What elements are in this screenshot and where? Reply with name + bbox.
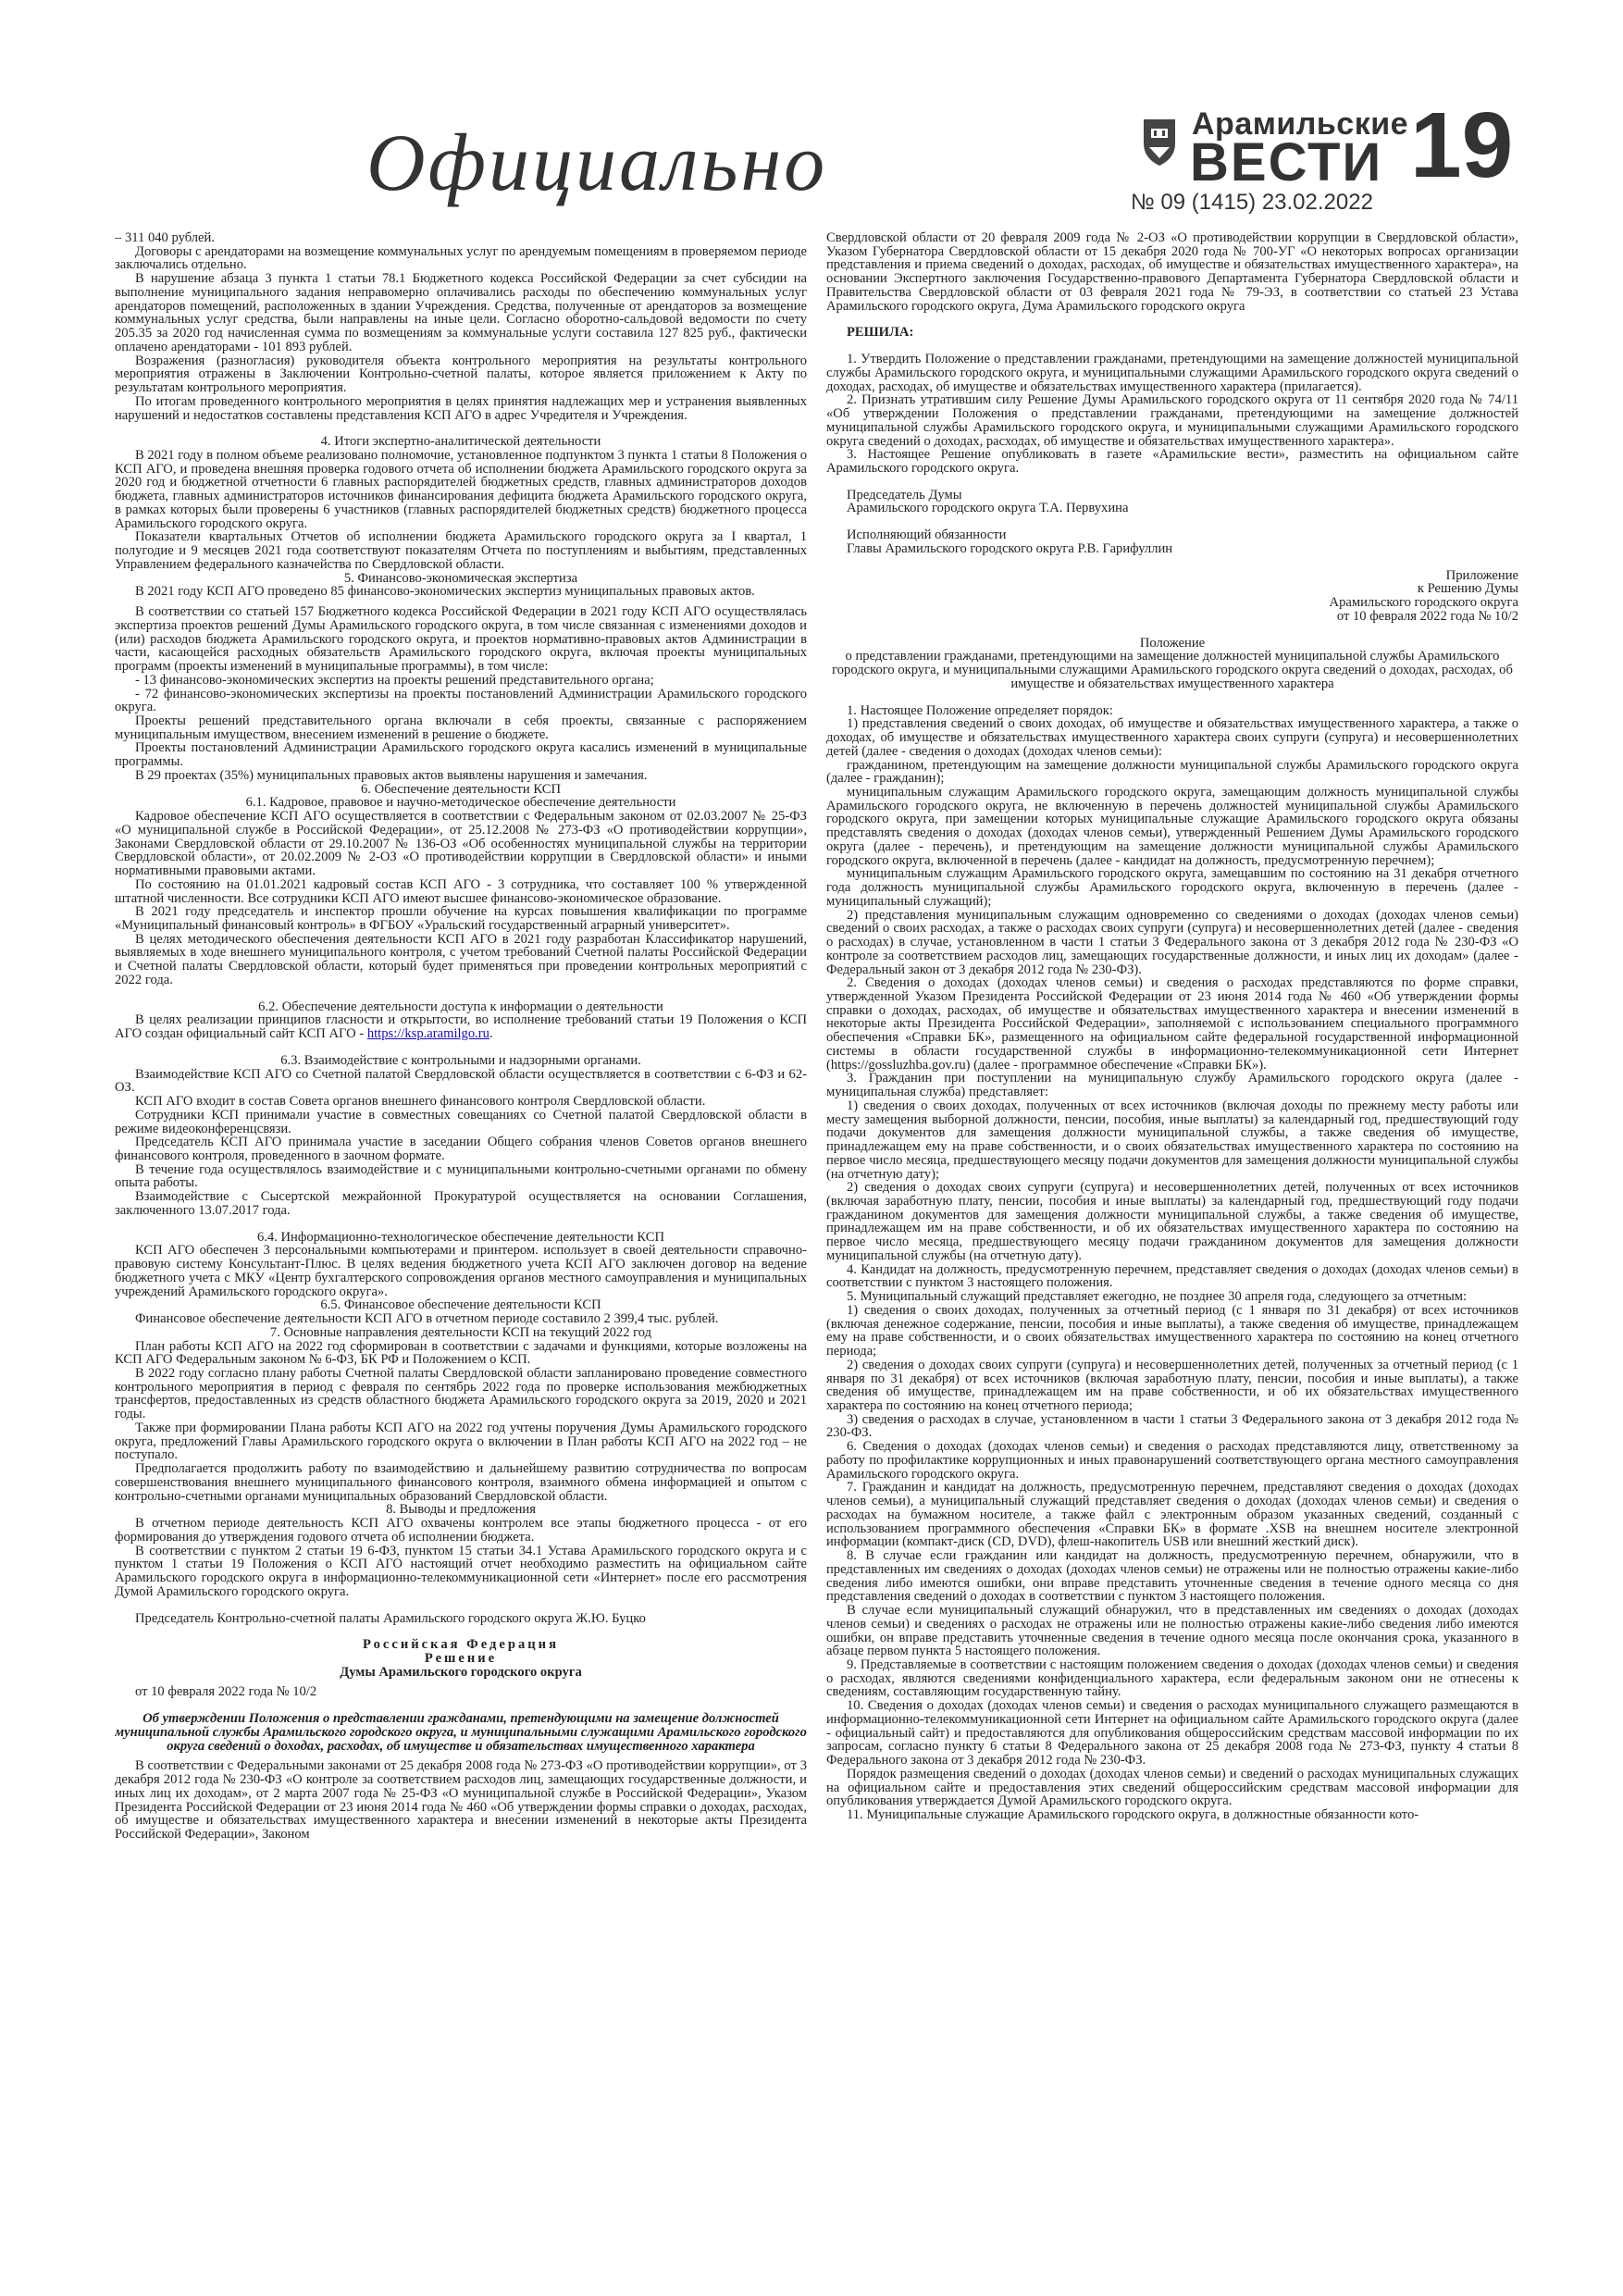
page-number: 19 bbox=[1410, 93, 1514, 197]
paragraph: В 2021 году председатель и инспектор прошли обучение на курсах повышения квалификации по программе «Муниципальный финансовый контроль» в ФГБОУ «Уральский государственный аграрный университет». bbox=[115, 904, 807, 933]
paragraph: 1) сведения о своих доходах, полученных от всех источников (включая доходы по прежнему месту работы или месту замещения выборной должности, пенсии, пособия, иные выплаты) за календарный год, предшествующий году подачи документов для замещения должности муниципальной службы, а также сведения об имуществе, принадлежащем ему на праве собственности, и о своих обязательствах имущественного характера по состоянию на первое число месяца, предшествующего месяцу подачи документов для замещения должности муниципальной службы (на отчетную дату); bbox=[826, 1098, 1518, 1182]
paragraph: Свердловской области от 20 февраля 2009 года № 2-ОЗ «О противодействии коррупции в Свердловской области», Указом Губернатора Свердловской области от 15 декабря 2020 года № 700-УГ «О некоторых вопросах организации представления и приема сведений о доходах, расходах, об имуществе и обязательствах имущественного характера», на основании Экспертного заключения Государственно-правового Департамента Губернатора Свердловской области и Правительства Свердловской области от 03 февраля 2021 года № 79-ЭЗ, в соответствии со статьей 23 Устава Арамильского городского округа, Дума Арамильского городского округа bbox=[826, 231, 1518, 314]
paragraph: - 13 финансово-экономических экспертиз на проекты решений представительного органа; bbox=[135, 672, 654, 688]
section-heading: 6. Обеспечение деятельности КСП bbox=[360, 781, 561, 797]
paragraph: КСП АГО входит в состав Совета органов внешнего финансового контроля Свердловской области. bbox=[135, 1094, 706, 1110]
masthead bbox=[115, 88, 1521, 227]
paragraph: – 311 040 рублей. bbox=[115, 231, 215, 245]
brand-vesti: ВЕСТИ bbox=[1190, 132, 1383, 192]
paragraph: Возражения (разногласия) руководителя объекта контрольного мероприятия на результаты контрольного мероприятия отражены в Заключении Контрольно-счетной палаты, которое является приложением к Акту по результатам контрольного мероприятия. bbox=[115, 353, 807, 396]
paragraph: В 2021 году в полном объеме реализовано полномочие, установленное подпунктом 3 пункта 1 статьи 8 Положения о КСП АГО, и проведена внешняя проверка годового отчета об исполнении бюджета Арамильского городского округа за 2020 год и бюджетной отчетности 6 главных распорядителей бюджетных средств, главных администраторов доходов бюджета, главных администраторов источников финансирования дефицита бюджета Арамильского городского округа, в рамках которых были проверены 6 участников (главных распорядителей бюджетных средств) бюджетного процесса Арамильского городского округа. bbox=[115, 448, 807, 531]
paragraph: Председатель КСП АГО принимала участие в заседании Общего собрания членов Советов органов внешнего финансового контроля, проведенного в заочном формате. bbox=[115, 1135, 807, 1163]
signature: Председатель Контрольно-счетной палаты Арамильского городского округа Ж.Ю. Буцко bbox=[135, 1610, 646, 1626]
subsection-heading: 6.3. Взаимодействие с контрольными и надзорными органами. bbox=[280, 1052, 641, 1068]
paragraph: - 72 финансово-экономических экспертизы на проекты постановлений Администрации Арамильского городского округа. bbox=[115, 686, 807, 715]
paragraph: 2) сведения о доходах своих супруги (супруга) и несовершеннолетних детей, полученных от всех источников (включая заработную плату, пенсии, пособия и иные выплаты) за календарный год, предшествующий году подачи гражданином документов для замещения должности муниципальной службы, а также сведения об имуществе, принадлежащем им на праве собственности, и об их обязательствах имущественного характера по состоянию на первое число месяца, предшествующего месяцу подачи гражданином документов для замещения должности муниципальной службы (на отчетную дату). bbox=[826, 1180, 1518, 1263]
appendix-label: Арамильского городского округа bbox=[1329, 595, 1518, 611]
paragraph: Кадровое обеспечение КСП АГО осуществляется в соответствии с Федеральным законом от 02.03.2007 № 25-ФЗ «О муниципальной службе в Российской Федерации», от 25.12.2008 № 273-ФЗ «О противодействии коррупции», Законами Свердловской области от 29.10.2007 № 136-ОЗ «Об особенностях муниципальной службы на территории Свердловской области», от 20.02.2009 № 2-ОЗ «О противодействии коррупции в Свердловской области» и иными нормативными правовыми актами. bbox=[115, 809, 807, 879]
signature-name: Арамильского городского округа Т.А. Первухина bbox=[847, 501, 1129, 516]
appendix-label: к Решению Думы bbox=[1417, 581, 1518, 597]
paragraph: По итогам проведенного контрольного мероприятия в целях принятия надлежащих мер и устранения выявленных нарушений и недостатков составлены представления КСП АГО в адрес Учредителя и Учреждения. bbox=[115, 393, 807, 423]
paragraph: Взаимодействие с Сысертской межрайонной Прокуратурой осуществляется на основании Соглашения, заключенного 13.07.2017 года. bbox=[115, 1189, 807, 1218]
paragraph: В случае если муниципальный служащий обнаружил, что в представленных им сведениях о доходах (доходах членов семьи) и сведениях о расходах не отражены или не полностью отражены какие-либо сведения либо имеются ошибки, он вправе представить уточненные сведения в течение одного месяца после окончания срока, указанного в абзаце первом пункта 5 настоящего положения. bbox=[826, 1603, 1518, 1659]
paragraph: 2) сведения о доходах своих супруги (супруга) и несовершеннолетних детей, полученных за отчетный период (с 1 января по 31 декабря) от всех источников (включая заработную плату, пенсии, пособия и иные выплаты), а также сведения об имуществе, принадлежащем им на праве собственности, и об их обязательствах имущественного характера по состоянию на конец отчетного периода; bbox=[826, 1357, 1518, 1414]
subsection-heading: 6.4. Информационно-технологическое обеспечение деятельности КСП bbox=[256, 1229, 665, 1245]
paragraph: В соответствии с Федеральными законами от 25 декабря 2008 года № 273-ФЗ «О противодействии коррупции», от 3 декабря 2012 года № 230-ФЗ «О контроле за соответствием расходов лиц, замещающих государственные должности, и иных лиц их доходам», от 2 марта 2007 года № 25-ФЗ «О муниципальной службе в Российской Федерации», Указом Президента Российской Федерации от 23 июня 2014 года № 460 «Об утверждении формы справки о доходах, расходах, об имуществе и обязательствах имущественного характера и внесении изменений в некоторые акты Президента Российской Федерации», Законом bbox=[115, 1758, 807, 1843]
subsection-heading: 6.5. Финансовое обеспечение деятельности КСП bbox=[320, 1297, 601, 1313]
paragraph: 1. Настоящее Положение определяет порядок: bbox=[847, 702, 1113, 718]
paragraph: 6. Сведения о доходах (доходах членов семьи) и сведения о расходах представляются лицу, ответственному за работу по профилактике коррупционных и иных правонарушений соответствующего органа местного самоуправления Арамильского городского округа. bbox=[826, 1439, 1518, 1482]
paragraph: Предполагается продолжить работу по взаимодействию и дальнейшему развитию сотрудничества по вопросам совершенствования внешнего муниципального финансового контроля, взаимного обмена информацией и опытом с контрольно-счетными органами муниципальных образований Свердловской области. bbox=[115, 1461, 807, 1504]
paragraph: 4. Кандидат на должность, предусмотренную перечнем, представляет сведения о доходах (доходах членов семьи) в соответствии с пунктом 3 настоящего положения. bbox=[826, 1261, 1518, 1291]
paragraph-end: . bbox=[489, 1026, 493, 1042]
paragraph: КСП АГО обеспечен 3 персональными компьютерами и принтером. использует в своей деятельности справочно-правовую систему Консультант-Плюс. В целях ведения бюджетного учета КСП АГО заключен договор на ведение бюджетного учета с МКУ «Центр бухгалтерского сопровождения органов местного самоуправления и муниципальных учреждений Арамильского городского округа». bbox=[115, 1243, 807, 1299]
paragraph: В 2022 году согласно плану работы Счетной палаты Свердловской области запланировано проведение совместного контрольного мероприятия в период с февраля по сентябрь 2022 года по проверке использования межбюджетных трансфертов, предоставленных из средств областного бюджета Арамильского городского округа за 2019, 2020 и 2021 годы. bbox=[115, 1366, 807, 1422]
paragraph: 2) представления муниципальным служащим одновременно со сведениями о доходах (доходах членов семьи) сведений о своих расходах, а также о расходах своих супруги (супруга) и несовершеннолетних детей (далее - сведения о расходах) в случае, установленном в части 1 статьи 3 Федерального закона от 3 декабря 2012 года № 230-ФЗ «О контроле за соответствием расходов лиц, замещающих государственные должности, и иных лиц их доходам» (далее - Федеральный закон от 3 декабря 2012 года № 230-ФЗ). bbox=[826, 907, 1518, 977]
paragraph: Сотрудники КСП принимали участие в совместных совещаниях со Счетной палатой Свердловской области в режиме видеоконференцсвязи. bbox=[115, 1107, 807, 1136]
section-title: Официально bbox=[366, 118, 828, 208]
paragraph: муниципальным служащим Арамильского городского округа, замещавшим по состоянию на 31 декабря отчетного года должность муниципальной службы Арамильского городского округа, включенную в перечень (далее - муниципальный служащий); bbox=[826, 866, 1518, 909]
appendix-label: от 10 февраля 2022 года № 10/2 bbox=[1336, 608, 1518, 624]
document-date: от 10 февраля 2022 года № 10/2 bbox=[135, 1684, 317, 1700]
paragraph: В целях методического обеспечения деятельности КСП АГО в 2021 году разработан Классификатор нарушений, выявляемых в ходе внешнего муниципального контроля, с учетом требований Счетной палаты Российской Федерации и Счетной палаты Свердловской области, который будет применяться при проведении контрольных мероприятий с 2022 года. bbox=[115, 931, 807, 987]
regulation-subtitle: о представлении гражданами, претендующими на замещение должностей муниципальной службы Арамильского городского округа, и муниципальными служащими Арамильского городского округа сведений о доходах, расходах, об имуществе и обязательствах имущественного характера bbox=[832, 649, 1513, 691]
section-heading: 4. Итоги экспертно-аналитической деятельности bbox=[320, 434, 601, 450]
right-column bbox=[826, 231, 1518, 2249]
paragraph: В отчетном периоде деятельность КСП АГО охвачены контролем все этапы бюджетного процесса - от его формирования до утверждения годового отчета об исполнении бюджета. bbox=[115, 1516, 807, 1545]
paragraph: 9. Представляемые в соответствии с настоящим положением сведения о доходах (доходах членов семьи) и сведения о расходах, являются сведениями конфиденциального характера, если федеральным законом они не отнесены к сведениям, составляющим государственную тайну. bbox=[826, 1657, 1518, 1700]
appendix-label: Приложение bbox=[1445, 567, 1518, 583]
document-type: Решение bbox=[424, 1650, 498, 1666]
brand-name: Арамильские bbox=[1192, 106, 1409, 142]
paragraph: Проекты постановлений Администрации Арамильского городского округа касались изменений в муниципальные программы. bbox=[115, 740, 807, 770]
paragraph: 11. Муниципальные служащие Арамильского городского округа, в должностные обязанности кото- bbox=[847, 1807, 1419, 1823]
document-issuer: Думы Арамильского городского округа bbox=[340, 1664, 582, 1680]
paragraph: Также при формировании Плана работы КСП АГО на 2022 год учтены поручения Думы Арамильского городского округа, предложений Главы Арамильского городского округа о включении в План работы КСП АГО на 2022 год – не поступало. bbox=[115, 1420, 807, 1463]
document-country: Российская Федерация bbox=[363, 1637, 559, 1653]
ksp-website-link[interactable]: https://ksp.aramilgo.ru bbox=[366, 1026, 489, 1042]
paragraph: По состоянию на 01.01.2021 кадровый состав КСП АГО - 3 сотрудника, что составляет 100 % утвержденной штатной численности. Все сотрудники КСП АГО имеют высшее финансово-экономическое образование. bbox=[115, 876, 807, 906]
coat-of-arms-icon bbox=[1138, 116, 1181, 168]
paragraph bbox=[115, 1013, 807, 1040]
section-heading: 8. Выводы и предложения bbox=[386, 1502, 536, 1518]
section-heading: 5. Финансово-экономическая экспертиза bbox=[343, 570, 578, 586]
regulation-title: Положение bbox=[1139, 635, 1206, 651]
left-column bbox=[115, 231, 807, 2249]
paragraph: 3. Настоящее Решение опубликовать в газете «Арамильские вести», разместить на официальном сайте Арамильского городского округа. bbox=[826, 447, 1518, 477]
signature-title: Председатель Думы bbox=[847, 487, 962, 503]
paragraph: Проекты решений представительного органа включали в себя проекты, связанные с распоряжением муниципальным имуществом, внесением изменений в решение о бюджете. bbox=[115, 713, 807, 742]
paragraph: 1) представления сведений о своих доходах, об имуществе и обязательствах имущественного характера, а также о доходах, об имуществе и обязательствах имущественного характера своих супруги (супруга) и несовершеннолетних детей (далее - сведения о доходах (доходах членов семьи): bbox=[826, 716, 1518, 759]
paragraph: 10. Сведения о доходах (доходах членов семьи) и сведения о расходах муниципального служащего размещаются в информационно-телекоммуникационной сети Интернет на официальном сайте Арамильского городского округа (далее - официальный сайт) и предоставляются для опубликования общероссийским средствам массовой информации по их запросам, согласно пункту 6 статьи 8 Федерального закона от 25 декабря 2008 года № 273-ФЗ, пункту 4 статьи 8 Федерального закона от 3 декабря 2012 года № 230-ФЗ. bbox=[826, 1698, 1518, 1769]
section-heading: 7. Основные направления деятельности КСП на текущий 2022 год bbox=[269, 1324, 652, 1340]
paragraph: 7. Гражданин и кандидат на должность, предусмотренную перечнем, представляют сведения о доходах (доходах членов семьи), а муниципальный служащий представляет сведения о доходах (доходах членов семьи) и сведения о расходах на бумажном носителе, а также файл с электронным образом указанных сведений, созданный с использованием программного обеспечения «Справки БК» в формате .XSB на внешнем носителе электронной информации (компакт-диск (CD, DVD), флеш-накопитель USB или внешний жесткий диск). bbox=[826, 1480, 1518, 1550]
paragraph: 1) сведения о своих доходах, полученных за отчетный период (с 1 января по 31 декабря) от всех источников (включая денежное содержание, пенсии, пособия и иные выплаты), а также сведения об имуществе, принадлежащем ему на праве собственности, и о своих обязательствах имущественного характера по состоянию на конец отчетного периода; bbox=[826, 1302, 1518, 1359]
paragraph: В нарушение абзаца 3 пункта 1 статьи 78.1 Бюджетного кодекса Российской Федерации за счет субсидии на выполнение муниципального задания неправомерно оплачивались расходы по обеспечению коммунальных услуг арендаторов помещений, расположенных в здании Учреждения. Средства, полученные от арендаторов за возмещение коммунальных услуг средства, были направлены на иные цели. Согласно оборотно-сальдовой ведомости по счету 205.35 за 2020 год начисленная сумма по возмещениям за коммунальные услуги составила 127 825 руб., фактически оплачено арендаторами - 101 893 рублей. bbox=[115, 271, 807, 354]
paragraph: Показатели квартальных Отчетов об исполнении бюджета Арамильского городского округа за I квартал, 1 полугодие и 9 месяцев 2021 года соответствуют показателям Отчета по поступлениям и выбытиям, представленных Управлением федерального казначейства по Свердловской области. bbox=[115, 529, 807, 572]
signature-name: Главы Арамильского городского округа Р.В. Гарифуллин bbox=[847, 540, 1173, 556]
paragraph: План работы КСП АГО на 2022 год сформирован в соответствии с задачами и функциями, которые возложены на КСП АГО Федеральным законом № 6-ФЗ, БК РФ и Положением о КСП. bbox=[115, 1338, 807, 1368]
paragraph: муниципальным служащим Арамильского городского округа, замещающим должность муниципальной службы Арамильского городского округа, не включенную в перечень должностей муниципальной службы Арамильского городского округа, при замещении которых муниципальные служащие Арамильского городского округа обязаны представлять сведения о доходах (доходах членов семьи), утвержденный Решением Думы Арамильского городского округа (далее - перечень), и претендующим на замещение должности муниципальной службы Арамильского городского округа, включенной в перечень (далее - кандидат на должность, предусмотренную перечнем); bbox=[826, 784, 1518, 868]
paragraph: 5. Муниципальный служащий представляет ежегодно, не позднее 30 апреля года, следующего за отчетным: bbox=[847, 1289, 1468, 1305]
document-title: Об утверждении Положения о представлении гражданами, претендующими на замещение должностей муниципальной службы Арамильского городского округа, и муниципальными служащими Арамильского городского округа сведений о доходах, расходах, об имуществе и обязательствах имущественного характера bbox=[115, 1711, 807, 1754]
paragraph: Договоры с арендаторами на возмещение коммунальных услуг по арендуемым помещениям в проверяемом периоде заключались отдельно. bbox=[115, 243, 807, 273]
paragraph-text: В целях реализации принципов гласности и открытости, во исполнение требований статьи 19 Положения о КСП АГО создан официальный сайт КСП АГО - bbox=[115, 1012, 807, 1042]
subsection-heading: 6.1. Кадровое, правовое и научно-методическое обеспечение деятельности bbox=[245, 795, 676, 811]
paragraph: 3) сведения о расходах в случае, установленном в части 1 статьи 3 Федерального закона от 3 декабря 2012 года № 230-ФЗ. bbox=[826, 1411, 1518, 1441]
paragraph: В 2021 году КСП АГО проведено 85 финансово-экономических экспертиз муниципальных правовых актов. bbox=[135, 584, 755, 600]
paragraph: В соответствии с пунктом 2 статьи 19 6-ФЗ, пунктом 15 статьи 34.1 Устава Арамильского городского округа и с пунктом 1 статьи 19 Положения о КСП АГО настоящий отчет необходимо разместить на официальном сайте Арамильского городского округа в информационно-телекоммуникационной сети «Интернет» после его рассмотрения Думой Арамильского городского округа. bbox=[115, 1543, 807, 1599]
paragraph: 8. В случае если гражданин или кандидат на должность, предусмотренную перечнем, обнаружили, что в представленных им сведениях о доходах (доходах членов семьи) не отражены или не полностью отражены какие-либо сведения либо имеются ошибки, они вправе представить уточненные сведения в течение одного месяца со дня представления сведений о доходах в соответствии с пунктом 3 настоящего положения. bbox=[826, 1548, 1518, 1605]
paragraph: Взаимодействие КСП АГО со Счетной палатой Свердловской области осуществляется в соответствии с 6-ФЗ и 62-ОЗ. bbox=[115, 1066, 807, 1096]
paragraph: 2. Сведения о доходах (доходах членов семьи) и сведения о расходах представляются по форме справки, утвержденной Указом Президента Российской Федерации от 23 июня 2014 года № 460 «Об утверждении формы справки о доходах, расходах, об имуществе и обязательствах имущественного характера и внесении изменений в некоторые акты Президента Российской Федерации», заполняемой с использованием специального программного обеспечения «Справки БК», размещенного на официальном сайте федеральной государственной информационной системы в области государственной службы в информационно-телекоммуникационной сети Интернет (https://gossluzhba.gov.ru) (далее - программное обеспечение «Справки БК»). bbox=[826, 975, 1518, 1073]
paragraph: 3. Гражданин при поступлении на муниципальную службу Арамильского городского округа (далее - муниципальная служба) представляет: bbox=[826, 1071, 1518, 1100]
decision-heading: РЕШИЛА: bbox=[847, 325, 914, 341]
paragraph: 2. Признать утратившим силу Решение Думы Арамильского городского округа от 11 сентября 2020 года № 74/11 «Об утверждении Положения о представлении гражданами, претендующими на замещение должностей муниципальной службы Арамильского городского округа, и муниципальными служащими Арамильского городского округа сведений о доходах, расходах, об имуществе и обязательствах имущественного характера». bbox=[826, 392, 1518, 449]
paragraph: Финансовое обеспечение деятельности КСП АГО в отчетном периоде составило 2 399,4 тыс. рублей. bbox=[135, 1311, 719, 1327]
subsection-heading: 6.2. Обеспечение деятельности доступа к информации о деятельности bbox=[258, 999, 663, 1014]
paragraph: В течение года осуществлялось взаимодействие и с муниципальными контрольно-счетными органами по обмену опыта работы. bbox=[115, 1161, 807, 1191]
paragraph: В 29 проектах (35%) муниципальных правовых актов выявлены нарушения и замечания. bbox=[135, 767, 648, 783]
paragraph: гражданином, претендующим на замещение должности муниципальной службы Арамильского городского округа (далее - гражданин); bbox=[826, 757, 1518, 787]
paragraph: 1. Утвердить Положение о представлении гражданами, претендующими на замещение должностей муниципальной службы Арамильского городского округа, и муниципальными служащими Арамильского городского округа сведений о доходах, расходах, об имуществе и обязательствах имущественного характера (прилагается). bbox=[826, 352, 1518, 394]
issue-line: № 09 (1415) 23.02.2022 bbox=[1131, 190, 1373, 215]
paragraph: Порядок размещения сведений о доходах (доходах членов семьи) и сведений о расходах муниципальных служащих на официальном сайте и предоставления этих сведений общероссийским средствам массовой информации для опубликования утверждается Думой Арамильского городского округа. bbox=[826, 1766, 1518, 1809]
signature-title: Исполняющий обязанности bbox=[847, 527, 1007, 543]
paragraph: В соответствии со статьей 157 Бюджетного кодекса Российской Федерации в 2021 году КСП АГО осуществлялась экспертиза проектов решений Думы Арамильского городского округа, в том числе связанная с изменениями доходов и (или) расходов бюджета Арамильского городского округа, и проектов нормативно-правовых актов Администрации в части, касающейся расходных обязательств Арамильского городского округа, включая проекты муниципальных программ (проекты изменений в муниципальные программы), в том числе: bbox=[115, 604, 807, 675]
